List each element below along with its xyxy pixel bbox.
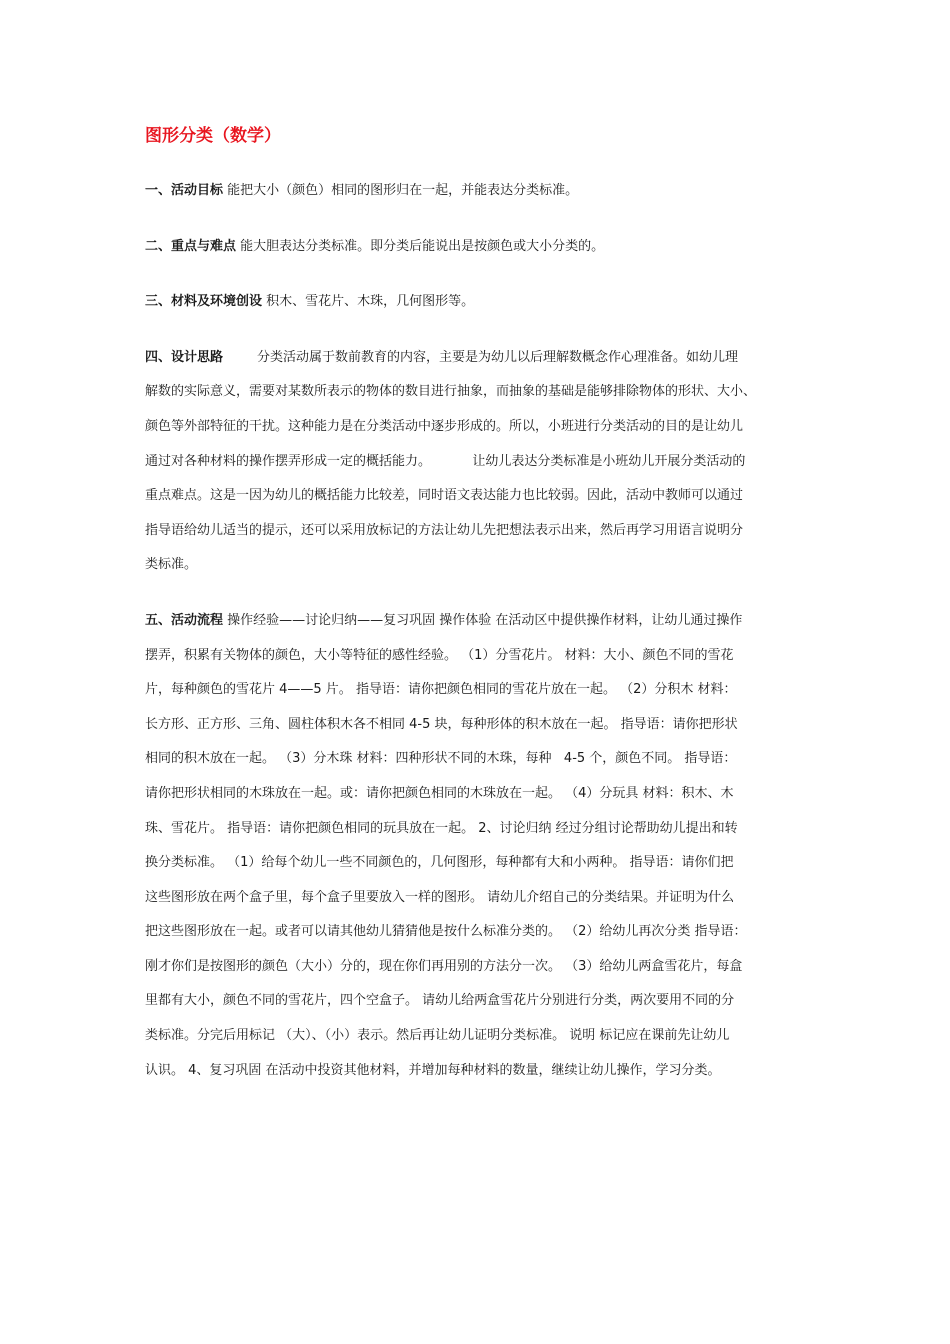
section-text: 颜色等外部特征的干扰。这种能力是在分类活动中逐步形成的。所以，小班进行分类活动的目的是让幼儿 — [145, 418, 744, 434]
section-text: 认识。 4、复习巩固 在活动中投资其他材料，并增加每种材料的数量，继续让幼儿操作，学习分类。 — [145, 1062, 721, 1078]
section-text: 解数的实际意义，需要对某数所表示的物体的数目进行抽象，而抽象的基础是能够排除物体的形状、大小、 — [145, 384, 757, 400]
section-line — [145, 341, 810, 376]
section-text: 类标准。 — [145, 557, 198, 573]
section-line — [145, 230, 810, 265]
section-text: 长方形、正方形、三角、圆柱体积木各不相同 4-5 块，每种形体的积木放在一起。 指导语：请你把形状 — [145, 716, 738, 732]
section-text: 重点难点。这是一因为幼儿的概括能力比较差，同时语文表达能力也比较弱。因此，活动中教师可以通过 — [145, 488, 744, 504]
section-text: 把这些图形放在一起。或者可以请其他幼儿猜猜他是按什么标准分类的。 （2）给幼儿再次分类 指导语： — [145, 924, 747, 940]
section-label: 四、设计思路 — [145, 349, 224, 365]
section-text: 指导语给幼儿适当的提示，还可以采用放标记的方法让幼儿先把想法表示出来，然后再学习用语言说明分 — [145, 522, 744, 538]
section-text: 换分类标准。 （1）给每个幼儿一些不同颜色的，几何图形，每种都有大和小两种。 指导语：请你们把 — [145, 855, 734, 871]
section-materials — [145, 285, 810, 320]
section-activity-goal — [145, 174, 810, 209]
section-label: 三、材料及环境创设 — [145, 294, 263, 310]
section-text: 片，每种颜色的雪花片 4——5 片。 指导语：请你把颜色相同的雪花片放在一起。 （2）分积木 材料： — [145, 682, 737, 698]
section-text: 里都有大小，颜色不同的雪花片，四个空盒子。 请幼儿给两盒雪花片分别进行分类，两次要用不同的分 — [145, 993, 735, 1009]
section-text: 类标准。分完后用标记 （大）、（小）表示。然后再让幼儿证明分类标准。 说明 标记应在课前先让幼儿 — [145, 1028, 730, 1044]
section-label: 一、活动目标 — [145, 183, 224, 198]
document-page — [145, 122, 810, 1088]
section-design-idea — [145, 341, 810, 583]
section-text: 通过对各种材料的操作摆弄形成一定的概括能力。 让幼儿表达分类标准是小班幼儿开展分类活动的 — [145, 453, 746, 469]
section-text: 相同的积木放在一起。 （3）分木珠 材料：四种形状不同的木珠，每种 4-5 个，颜色不同。 指导语： — [145, 751, 737, 767]
section-activity-flow — [145, 604, 810, 1088]
section-text: 能大胆表达分类标准。即分类后能说出是按颜色或大小分类的。 — [240, 238, 605, 254]
section-label: 二、重点与难点 — [145, 238, 237, 254]
section-text: 能把大小（颜色）相同的图形归在一起，并能表达分类标准。 — [227, 183, 579, 198]
section-line — [145, 604, 810, 639]
section-text: 操作经验——讨论归纳——复习巩固 操作体验 在活动区中提供操作材料，让幼儿通过操作 — [227, 612, 743, 628]
section-text: 摆弄，积累有关物体的颜色，大小等特征的感性经验。 （1）分雪花片。 材料：大小、颜色不同的雪花 — [145, 647, 734, 663]
section-text: 刚才你们是按图形的颜色（大小）分的，现在你们再用别的方法分一次。 （3）给幼儿两盒雪花片，每盒 — [145, 958, 743, 974]
document-title: 图形分类（数学） — [145, 126, 281, 146]
section-text: 积木、雪花片、木珠，几何图形等。 — [266, 294, 475, 310]
section-text: 珠、雪花片。 指导语：请你把颜色相同的玩具放在一起。 2、讨论归纳 经过分组讨论帮助幼儿提出和转 — [145, 820, 738, 836]
section-label: 五、活动流程 — [145, 612, 224, 628]
section-text: 这些图形放在两个盒子里，每个盒子里要放入一样的图形。 请幼儿介绍自己的分类结果。并证明为什么 — [145, 889, 735, 905]
section-key-points — [145, 230, 810, 265]
section-text: 分类活动属于数前教育的内容，主要是为幼儿以后理解数概念作心理准备。如幼儿理 — [257, 349, 739, 365]
section-text: 请你把形状相同的木珠放在一起。或：请你把颜色相同的木珠放在一起。 （4）分玩具 材料：积木、木 — [145, 785, 734, 801]
section-line — [145, 285, 810, 320]
section-line — [145, 174, 810, 209]
